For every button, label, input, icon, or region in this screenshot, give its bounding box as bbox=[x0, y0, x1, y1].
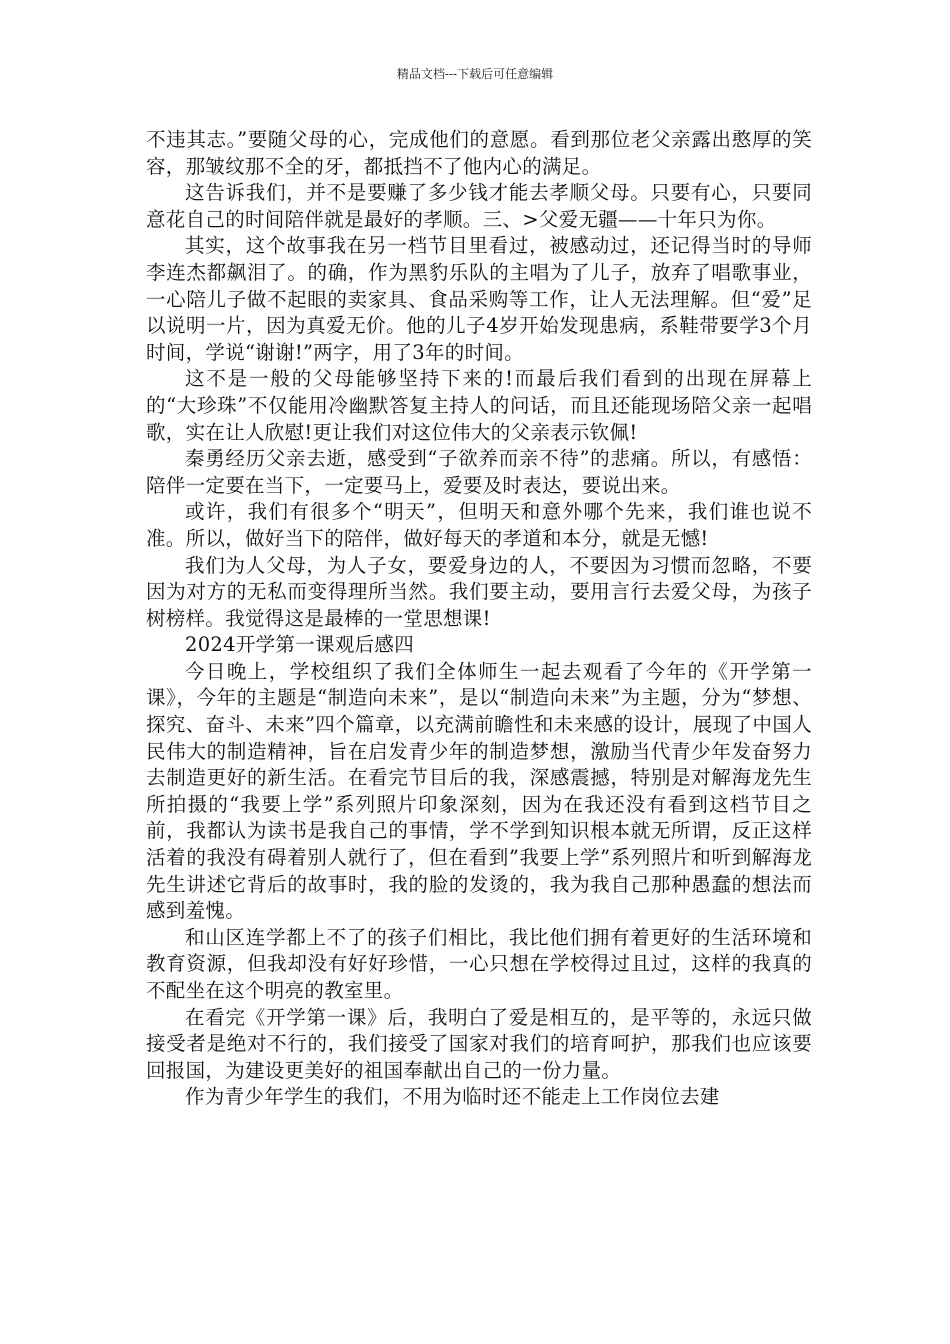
paragraph: 和山区连学都上不了的孩子们相比，我比他们拥有着更好的生活环境和教育资源，但我却没有好好珍惜，一心只想在学校得过且过，这样的我真的不配坐在这个明亮的教室里。 bbox=[146, 925, 812, 1002]
page-header: 精品文档---下载后可任意编辑 bbox=[396, 67, 554, 81]
paragraph: 作为青少年学生的我们，不用为临时还不能走上工作岗位去建 bbox=[185, 1085, 720, 1109]
section-heading: 2024开学第一课观后感四 bbox=[185, 633, 415, 657]
paragraph: 今日晚上，学校组织了我们全体师生一起去观看了今年的《开学第一课》，今年的主题是“制造向未来”，是以“制造向未来”为主题，分为“梦想、探究、奋斗、未来”四个篇章，以充满前瞻性和未来感的设计，展现了中国人民伟大的制造精神，旨在启发青少年的制造梦想，激励当代青少年发奋努力去制造更好的新生活。在看完节目后的我，深感震撼，特别是对解海龙先生所拍摄的“我要上学”系列照片印象深刻，因为在我还没有看到这档节目之前，我都认为读书是我自己的事情，学不学到知识根本就无所谓，反正这样活着的我没有碍着别人就行了，但在看到”我要上学”系列照片和听到解海龙先生讲述它背后的故事时，我的脸的发烫的，我为我自己那种愚蠢的想法而感到羞愧。 bbox=[146, 659, 812, 923]
paragraph: 不违其志。”要随父母的心，完成他们的意愿。看到那位老父亲露出憨厚的笑容，那皱纹那不全的牙，都抵挡不了他内心的满足。 bbox=[146, 128, 812, 178]
paragraph: 在看完《开学第一课》后，我明白了爱是相互的，是平等的，永远只做接受者是绝对不行的，我们接受了国家对我们的培育呵护，那我们也应该要回报国，为建设更美好的祖国奉献出自己的一份力量。 bbox=[146, 1005, 812, 1082]
paragraph: 我们为人父母，为人子女，要爱身边的人，不要因为习惯而忽略，不要因为对方的无私而变得理所当然。我们要主动，要用言行去爱父母，为孩子树榜样。我觉得这是最棒的一堂思想课! bbox=[146, 553, 812, 630]
document-body bbox=[146, 127, 812, 1111]
paragraph: 这不是一般的父母能够坚持下来的!而最后我们看到的出现在屏幕上的“大珍珠”不仅能用冷幽默答复主持人的问话，而且还能现场陪父亲一起唱歌，实在让人欣慰!更让我们对这位伟大的父亲表示钦佩! bbox=[146, 367, 812, 444]
paragraph: 或许，我们有很多个“明天”，但明天和意外哪个先来，我们谁也说不准。所以，做好当下的陪伴，做好每天的孝道和本分，就是无憾! bbox=[146, 500, 812, 550]
paragraph: 其实，这个故事我在另一档节目里看过，被感动过，还记得当时的导师李连杰都飙泪了。的确，作为黑豹乐队的主唱为了儿子，放弃了唱歌事业，一心陪儿子做不起眼的卖家具、食品采购等工作，让人无法理解。但“爱”足以说明一片，因为真爱无价。他的儿子4岁开始发现患病，系鞋带要学3个月时间，学说“谢谢!”两字，用了3年的时间。 bbox=[146, 234, 812, 364]
paragraph: 这告诉我们，并不是要赚了多少钱才能去孝顺父母。只要有心，只要同意花自己的时间陪伴就是最好的孝顺。三、>父爱无疆——十年只为你。 bbox=[146, 181, 812, 231]
paragraph: 秦勇经历父亲去逝，感受到“子欲养而亲不待”的悲痛。所以，有感悟：陪伴一定要在当下，一定要马上，爱要及时表达，要说出来。 bbox=[146, 447, 812, 497]
